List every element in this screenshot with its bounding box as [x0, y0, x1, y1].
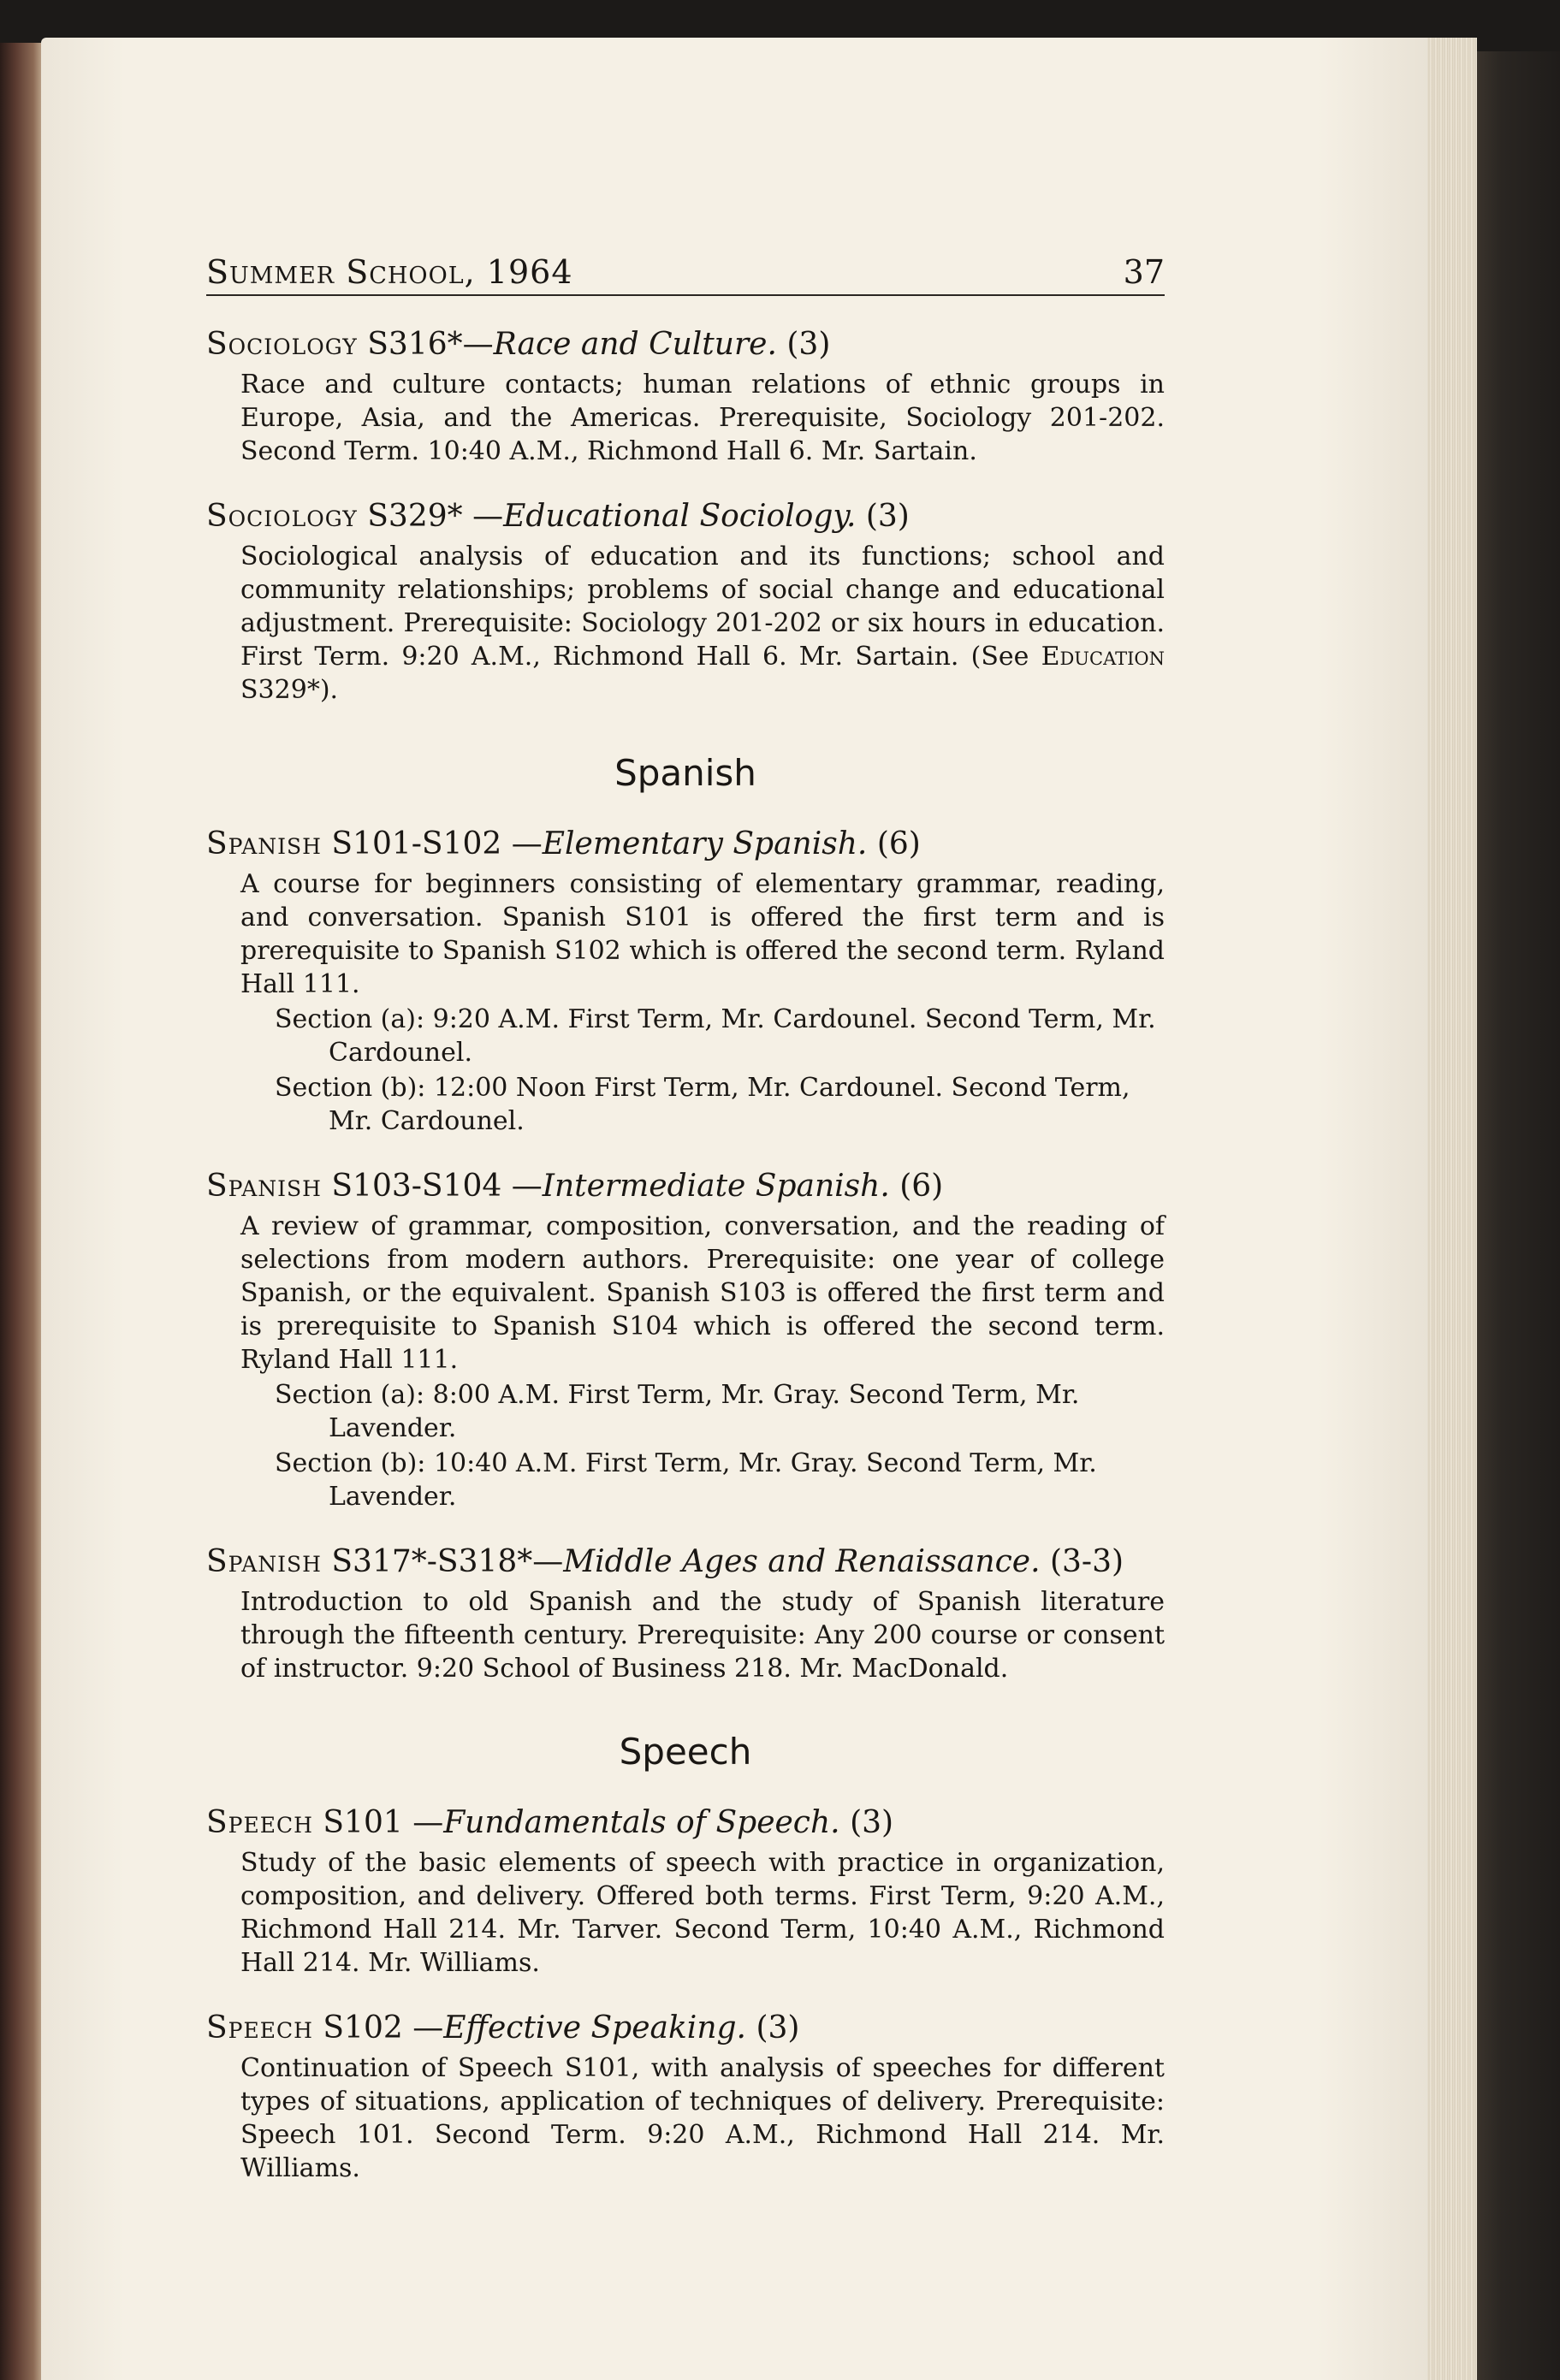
course-heading	[206, 1167, 1165, 1206]
course-code: S329* —	[367, 499, 504, 534]
course-entry	[206, 497, 1165, 707]
page-stack-edge	[1427, 38, 1477, 2380]
course-code: S316*—	[367, 327, 494, 362]
course-code: S103-S104 —	[331, 1169, 543, 1204]
course-department: Speech	[206, 1805, 313, 1840]
course-heading	[206, 1803, 1165, 1843]
book-binding-left	[0, 43, 44, 2380]
course-description	[206, 2051, 1165, 2185]
course-code: S102 —	[323, 2010, 444, 2045]
course-description-text: A course for beginners consisting of elementary grammar, reading, and conversation. Spanish S101 is offered the first term and is prerequisite to Spanish S102 which is offered the second term. Ryland Hall 111.	[240, 869, 1165, 999]
course-credits: (3)	[786, 327, 831, 362]
course-description	[206, 867, 1165, 1001]
course-heading	[206, 497, 1165, 536]
course-code: S101 —	[323, 1805, 444, 1840]
course-entry	[206, 2009, 1165, 2185]
course-credits: (3)	[756, 2010, 800, 2045]
course-heading	[206, 825, 1165, 864]
course-section: Section (a): 9:20 A.M. First Term, Mr. Cardounel. Second Term, Mr. Cardounel.	[275, 1004, 1156, 1068]
course-section: Section (b): 12:00 Noon First Term, Mr. Cardounel. Second Term, Mr. Cardounel.	[275, 1073, 1130, 1136]
course-department: Speech	[206, 2010, 313, 2045]
course-description-text: Study of the basic elements of speech with practice in organization, composition, and delivery. Offered both terms. First Term, 9:20 A.M., Richmond Hall 214. Mr. Tarver. Second Term, 10:40 A.M., Richmond Hall 214. Mr. Williams.	[240, 1848, 1165, 1978]
course-section: Section (b): 10:40 A.M. First Term, Mr. Gray. Second Term, Mr. Lavender.	[275, 1448, 1097, 1512]
course-entry	[206, 325, 1165, 468]
course-heading	[206, 2009, 1165, 2048]
course-department: Sociology	[206, 499, 358, 534]
course-department: Spanish	[206, 826, 322, 861]
course-credits: (3)	[850, 1805, 894, 1840]
subject-heading: Speech	[619, 1731, 752, 1773]
course-title: Elementary Spanish.	[542, 826, 868, 861]
course-title: Effective Speaking.	[443, 2010, 746, 2045]
course-description-text: Race and culture contacts; human relations of ethnic groups in Europe, Asia, and the Americas. Prerequisite, Sociology 201-202. Second Term. 10:40 A.M., Richmond Hall 6. Mr. Sartain.	[240, 370, 1165, 466]
course-credits: (6)	[899, 1169, 944, 1204]
course-department: Spanish	[206, 1544, 322, 1579]
course-code: S317*-S318*—	[331, 1544, 564, 1579]
course-title: Intermediate Spanish.	[542, 1169, 890, 1204]
course-description	[206, 1210, 1165, 1376]
course-department: Sociology	[206, 327, 358, 362]
course-listing	[206, 325, 1165, 2185]
book-shadow-right	[1477, 51, 1560, 2380]
running-head-title: Summer School, 1964	[206, 253, 573, 291]
course-title: Race and Culture.	[493, 327, 777, 362]
page-number: 37	[1123, 253, 1165, 291]
course-title: Fundamentals of Speech.	[443, 1805, 840, 1840]
course-department: Spanish	[206, 1169, 322, 1204]
running-head	[206, 248, 1165, 296]
course-description	[206, 1846, 1165, 1980]
course-title: Middle Ages and Renaissance.	[563, 1544, 1041, 1579]
course-credits: (6)	[876, 826, 921, 861]
course-description-text: Sociological analysis of education and its functions; school and community relationships; problems of social change and educational adjustment. Prerequisite: Sociology 201-202 or six hours in education. First Term. 9:20 A.M., Richmond Hall 6. Mr. Sartain. (See	[240, 542, 1165, 672]
course-description	[206, 368, 1165, 468]
course-description-text: Continuation of Speech S101, with analysis of speeches for different types of situations, application of techniques of delivery. Prerequisite: Speech 101. Second Term. 9:20 A.M., Richmond Hall 214. Mr. Williams.	[240, 2053, 1165, 2183]
course-entry	[206, 1167, 1165, 1513]
course-credits: (3)	[865, 499, 910, 534]
course-code: S101-S102 —	[331, 826, 543, 861]
course-description	[206, 540, 1165, 707]
course-description-text: Introduction to old Spanish and the study of Spanish literature through the fifteenth century. Prerequisite: Any 200 course or consent of instructor. 9:20 School of Business 218. Mr. MacDonald.	[240, 1587, 1165, 1684]
cross-reference: Education	[1041, 642, 1165, 672]
subject-heading: Spanish	[614, 752, 756, 794]
course-heading	[206, 325, 1165, 364]
course-entry	[206, 1542, 1165, 1685]
cross-reference-tail: S329*).	[240, 675, 339, 705]
course-entry	[206, 825, 1165, 1138]
course-credits: (3-3)	[1049, 1544, 1124, 1579]
course-description	[206, 1585, 1165, 1685]
course-description-text: A review of grammar, composition, conversation, and the reading of selections from modern authors. Prerequisite: one year of college Spanish, or the equivalent. Spanish S103 is offered the first term and is prerequisite to Spanish S104 which is offered the second term. Ryland Hall 111.	[240, 1211, 1165, 1375]
course-section: Section (a): 8:00 A.M. First Term, Mr. Gray. Second Term, Mr. Lavender.	[275, 1380, 1080, 1443]
course-entry	[206, 1803, 1165, 1980]
course-title: Educational Sociology.	[503, 499, 857, 534]
course-heading	[206, 1542, 1165, 1582]
page-content	[206, 248, 1165, 2185]
